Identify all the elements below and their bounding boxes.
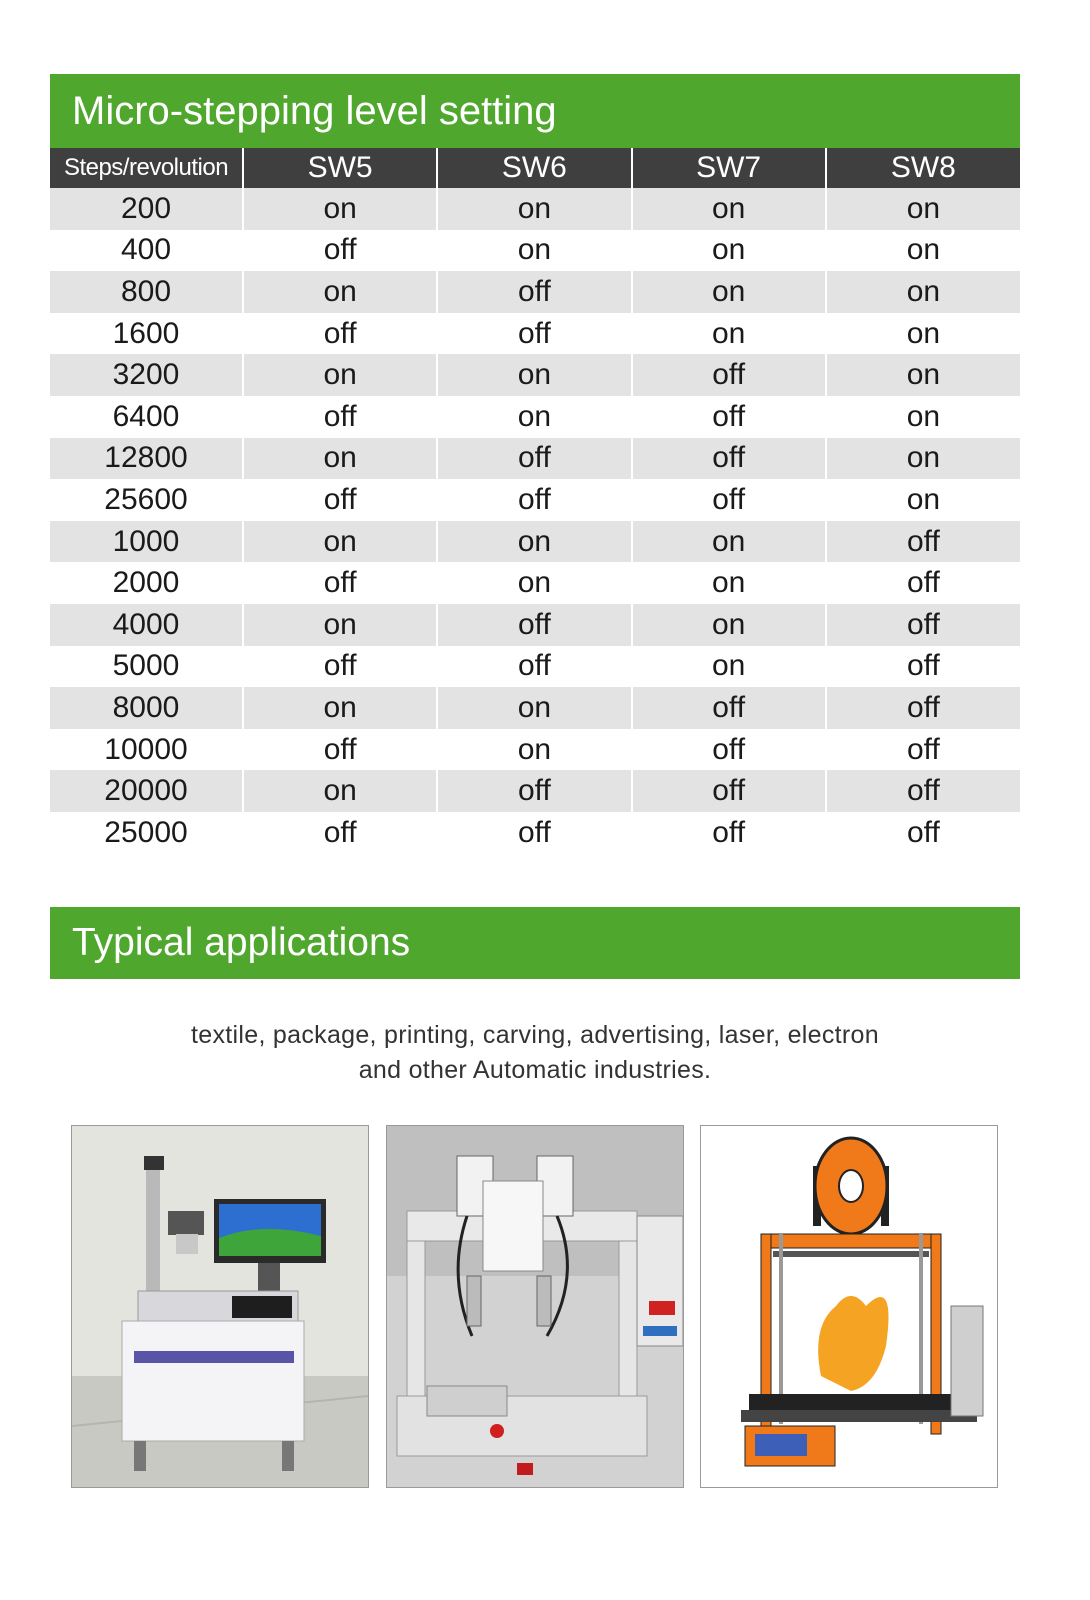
cell-sw6: off xyxy=(437,604,631,646)
cell-sw6: off xyxy=(437,271,631,313)
3d-printer-image xyxy=(700,1125,998,1488)
cell-sw7: off xyxy=(632,812,826,854)
cell-sw7: on xyxy=(632,604,826,646)
cell-sw6: on xyxy=(437,521,631,563)
applications-banner xyxy=(50,907,1020,979)
cell-sw7: off xyxy=(632,479,826,521)
cell-sw5: on xyxy=(243,354,437,396)
laser-marking-machine-image xyxy=(71,1125,369,1488)
table-row xyxy=(50,479,1020,521)
cell-sw7: off xyxy=(632,396,826,438)
cell-steps: 2000 xyxy=(50,562,243,604)
cell-sw5: off xyxy=(243,230,437,272)
cell-sw7: off xyxy=(632,687,826,729)
cell-sw6: on xyxy=(437,230,631,272)
table-row xyxy=(50,646,1020,688)
cell-steps: 1600 xyxy=(50,313,243,355)
cell-sw6: off xyxy=(437,479,631,521)
applications-title: Typical applications xyxy=(72,921,411,964)
cell-sw8: on xyxy=(826,188,1020,230)
cell-steps: 1000 xyxy=(50,521,243,563)
cell-sw5: on xyxy=(243,188,437,230)
table-row xyxy=(50,562,1020,604)
cell-sw5: on xyxy=(243,770,437,812)
cell-sw8: off xyxy=(826,521,1020,563)
cell-sw5: off xyxy=(243,812,437,854)
cell-sw5: off xyxy=(243,562,437,604)
dispensing-robot-image xyxy=(386,1125,684,1488)
cell-sw8: on xyxy=(826,230,1020,272)
cell-sw6: off xyxy=(437,812,631,854)
cell-sw6: off xyxy=(437,646,631,688)
cell-sw6: off xyxy=(437,438,631,480)
cell-steps: 3200 xyxy=(50,354,243,396)
table-row xyxy=(50,271,1020,313)
table-row xyxy=(50,354,1020,396)
table-row xyxy=(50,230,1020,272)
applications-line-2: and other Automatic industries. xyxy=(358,1056,712,1084)
table-row xyxy=(50,521,1020,563)
table-row xyxy=(50,313,1020,355)
cell-sw5: on xyxy=(243,604,437,646)
cell-sw7: on xyxy=(632,521,826,563)
column-header-sw7: SW7 xyxy=(632,148,826,188)
cell-sw6: on xyxy=(437,562,631,604)
column-header-sw6: SW6 xyxy=(437,148,631,188)
cell-sw7: off xyxy=(632,729,826,771)
table-row xyxy=(50,604,1020,646)
cell-steps: 12800 xyxy=(50,438,243,480)
cell-sw7: on xyxy=(632,562,826,604)
cell-sw7: on xyxy=(632,271,826,313)
applications-line-1: textile, package, printing, carving, advertising, laser, electron xyxy=(191,1021,879,1049)
column-header-steps: Steps/revolution xyxy=(50,148,243,188)
cell-sw8: off xyxy=(826,687,1020,729)
microstep-banner xyxy=(50,74,1020,148)
cell-sw8: on xyxy=(826,271,1020,313)
cell-sw8: on xyxy=(826,479,1020,521)
cell-steps: 20000 xyxy=(50,770,243,812)
table-row xyxy=(50,770,1020,812)
cell-sw8: off xyxy=(826,646,1020,688)
cell-sw6: on xyxy=(437,687,631,729)
cell-sw6: off xyxy=(437,313,631,355)
cell-sw7: off xyxy=(632,354,826,396)
cell-sw7: on xyxy=(632,188,826,230)
column-header-sw5: SW5 xyxy=(243,148,437,188)
cell-sw6: on xyxy=(437,729,631,771)
cell-sw6: on xyxy=(437,396,631,438)
cell-sw8: off xyxy=(826,729,1020,771)
table-row xyxy=(50,396,1020,438)
table-row xyxy=(50,188,1020,230)
cell-sw5: off xyxy=(243,729,437,771)
cell-steps: 5000 xyxy=(50,646,243,688)
cell-sw7: off xyxy=(632,438,826,480)
applications-description xyxy=(50,1018,1020,1088)
cell-sw6: on xyxy=(437,188,631,230)
cell-sw8: off xyxy=(826,812,1020,854)
cell-sw5: on xyxy=(243,438,437,480)
table-row xyxy=(50,812,1020,854)
column-header-sw8: SW8 xyxy=(826,148,1020,188)
table-header-row xyxy=(50,148,1020,188)
cell-sw8: on xyxy=(826,438,1020,480)
cell-sw8: off xyxy=(826,562,1020,604)
cell-steps: 6400 xyxy=(50,396,243,438)
microstep-title: Micro-stepping level setting xyxy=(72,89,557,133)
cell-steps: 8000 xyxy=(50,687,243,729)
cell-sw8: off xyxy=(826,604,1020,646)
cell-steps: 10000 xyxy=(50,729,243,771)
table-row xyxy=(50,729,1020,771)
cell-sw8: off xyxy=(826,770,1020,812)
microstep-table xyxy=(50,148,1020,854)
cell-sw5: off xyxy=(243,479,437,521)
cell-sw8: on xyxy=(826,313,1020,355)
cell-steps: 25600 xyxy=(50,479,243,521)
cell-sw8: on xyxy=(826,354,1020,396)
cell-steps: 200 xyxy=(50,188,243,230)
cell-sw5: on xyxy=(243,271,437,313)
cell-sw7: on xyxy=(632,646,826,688)
cell-sw5: on xyxy=(243,687,437,729)
cell-sw5: on xyxy=(243,521,437,563)
cell-sw6: on xyxy=(437,354,631,396)
cell-steps: 800 xyxy=(50,271,243,313)
cell-sw7: off xyxy=(632,770,826,812)
cell-sw5: off xyxy=(243,396,437,438)
table-row xyxy=(50,687,1020,729)
table-row xyxy=(50,438,1020,480)
cell-steps: 25000 xyxy=(50,812,243,854)
cell-sw5: off xyxy=(243,313,437,355)
cell-sw7: on xyxy=(632,230,826,272)
cell-sw7: on xyxy=(632,313,826,355)
cell-sw5: off xyxy=(243,646,437,688)
cell-sw6: off xyxy=(437,770,631,812)
cell-sw8: on xyxy=(826,396,1020,438)
cell-steps: 4000 xyxy=(50,604,243,646)
cell-steps: 400 xyxy=(50,230,243,272)
